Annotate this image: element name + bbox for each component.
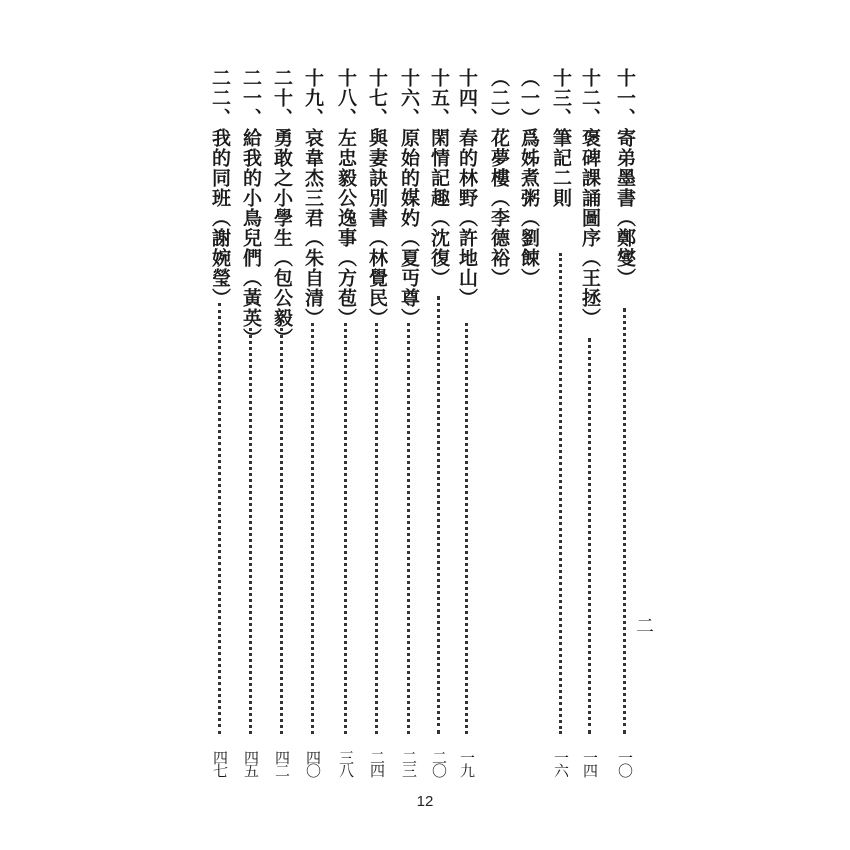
toc-entry <box>424 68 454 776</box>
toc-entry-page: 三八 <box>337 750 355 776</box>
dot-leader <box>249 328 252 734</box>
toc-entry-title: 十二、褒碑課誦圖序（王拯） <box>579 68 601 328</box>
toc-entry-title: 十八、左忠毅公逸事（方苞） <box>335 68 357 328</box>
folio-number: 二 <box>636 616 654 637</box>
toc-entry-page: 四〇 <box>304 750 322 776</box>
toc-entry <box>452 68 482 776</box>
toc-entry <box>484 68 514 776</box>
toc-entry <box>267 68 297 776</box>
toc-entry <box>236 68 266 776</box>
toc-entry-title: 十三、筆記二則 <box>550 68 572 208</box>
toc-entry <box>546 68 576 776</box>
dot-leader <box>280 328 283 734</box>
toc-entry-title: 十六、原始的媒妁（夏丏尊） <box>398 68 420 328</box>
toc-entry-page: 二四 <box>368 750 386 776</box>
dot-leader <box>588 338 591 734</box>
toc-entry-title: （二）花夢樓（李德裕） <box>488 68 510 288</box>
page-number: 12 <box>416 793 434 810</box>
toc-entry-page: 四五 <box>242 750 260 776</box>
toc-entry <box>575 68 605 776</box>
toc-entry-page: 二〇 <box>430 750 448 776</box>
toc-entry-page: 二三 <box>400 750 418 776</box>
toc-entry-title: 十四、春的林野（許地山） <box>456 68 478 308</box>
toc-entry-title: 二十、勇敢之小學生（包公毅） <box>271 68 293 348</box>
toc-entry <box>331 68 361 776</box>
dot-leader <box>465 323 468 734</box>
dot-leader <box>623 308 626 734</box>
toc-entry-page: 一六 <box>552 750 570 776</box>
toc-entry-title: 十五、閑情記趣（沈復） <box>428 68 450 288</box>
dot-leader <box>375 323 378 734</box>
toc-entry-title: 十九、哀韋杰三君（朱自清） <box>302 68 324 328</box>
toc-entry <box>394 68 424 776</box>
toc-entry <box>298 68 328 776</box>
toc-entry-title: 十七、與妻訣別書（林覺民） <box>366 68 388 328</box>
dot-leader <box>344 323 347 734</box>
toc-entry-title: 十一、寄弟墨書（鄭燮） <box>614 68 636 288</box>
dot-leader <box>407 323 410 734</box>
toc-entry-page: 一〇 <box>616 750 634 776</box>
dot-leader <box>311 323 314 734</box>
toc-entry-title: （一）爲姊煮粥（劉餗） <box>518 68 540 288</box>
toc-entry <box>205 68 235 776</box>
toc-entry-title: 二一、給我的小鳥兒們（黃英） <box>240 68 262 348</box>
toc-entry <box>362 68 392 776</box>
toc-entry-page: 一四 <box>581 750 599 776</box>
toc-entry-page: 四二 <box>273 750 291 776</box>
toc-entry-page: 一九 <box>458 750 476 776</box>
toc-entry-title: 二二、我的同班（謝婉瑩） <box>209 68 231 308</box>
toc-entry <box>514 68 544 776</box>
dot-leader <box>218 303 221 734</box>
toc-entry <box>610 68 640 776</box>
dot-leader <box>437 296 440 734</box>
toc-entry-page: 四七 <box>211 750 229 776</box>
dot-leader <box>559 253 562 734</box>
